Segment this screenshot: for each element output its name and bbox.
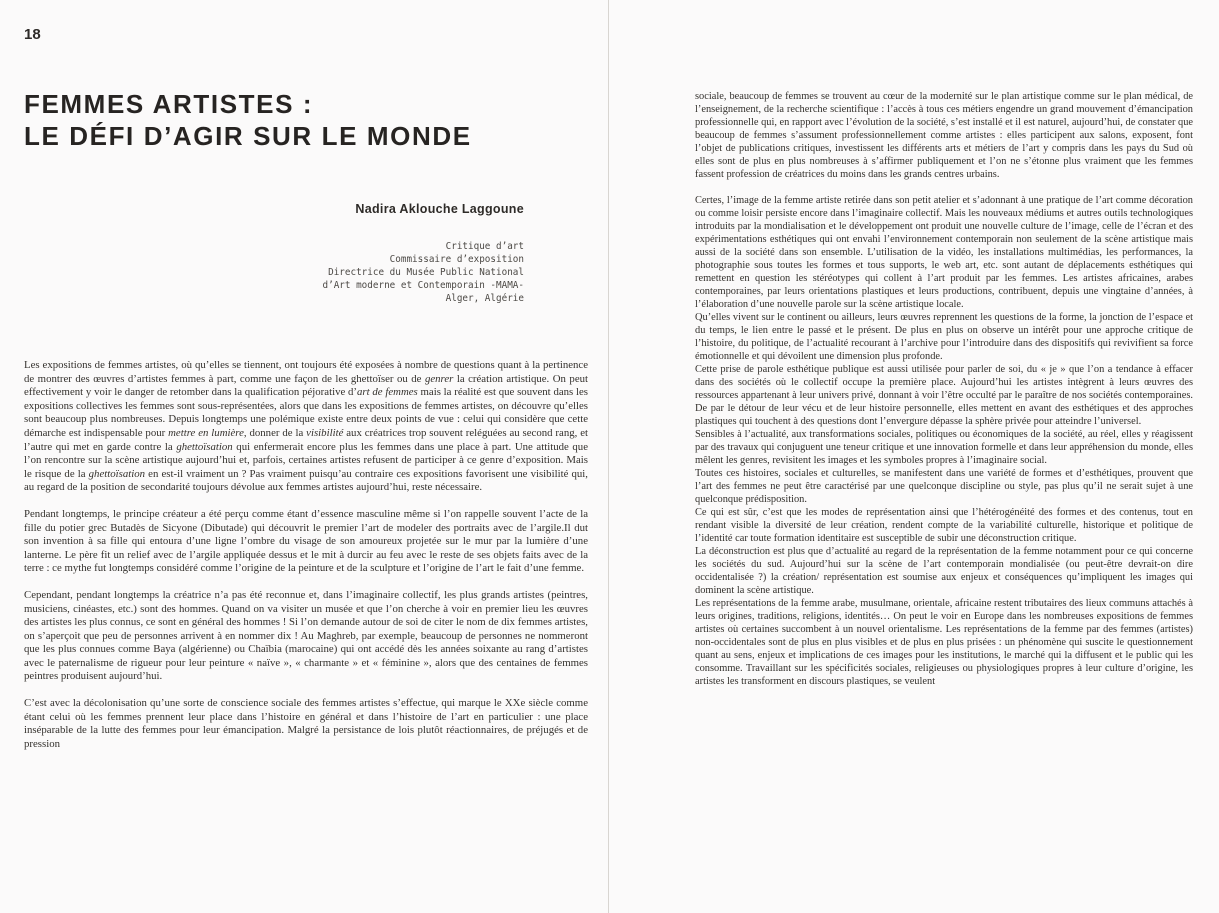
credit-line-role: Commissaire d’exposition [389,254,524,265]
page-number: 18 [24,26,41,43]
spine-divider [608,0,609,913]
article-title-line2: LE DÉFI D’AGIR SUR LE MONDE [24,121,472,151]
paragraph: Certes, l’image de la femme artiste retirée dans son petit atelier et s’adonnant à une pratique de l’art comme décoration ou comme loisir persiste encore dans l’imaginaire collectif. Mais les nouveaux médiums et autres outils technologiques introduits par la mondialisation et le développement ont produit une nouvelle culture de l’image, celle de l’écran et des expérimentations esthétiques qui ont envahi l’environnement contemporain non seulement de la scène artistique mais aussi de la société dans son ensemble. L’utilisation de la vidéo, les installations multimédias, les performances, la photographie sous toutes les formes et tous supports, le web art, etc. sont autant de déplacements esthétiques qui remettent en question les stéréotypes qui collent à l’art produit par les femmes. Les artistes africaines, arabes contemporaines, par leurs orientations plastiques et leurs productions, contribuent, depuis une vingtaine d’années, à l’élaboration d’une nouvelle parole sur la scène artistique locale. [695,195,1193,310]
paragraph: Cette prise de parole esthétique publique est aussi utilisée pour parler de soi, du « je » que l’on a tendance à effacer dans des sociétés où le collectif occupe la première place. Aujourd’hui les artistes intègrent à leurs œuvres des ressources appartenant à leur univers privé, donnant à voir l’être occulté par le paraître de nos sociétés contemporaines. De par le détour de leur vécu et de leur histoire personnelle, elles mettent en avant des esthétiques et des approches plastiques qui touchent à des questions dont l’envergure dépasse la sphère privée pour atteindre l’universel. [695,364,1193,427]
paragraph: Les expositions de femmes artistes, où qu’elles se tiennent, ont toujours été exposées à nombre de questions quant à la pertinence de montrer des œuvres d’artistes femmes à part, comme une façon de les ghettoïser ou de genrer la création artistique. On peut effectivement y voir le danger de retomber dans la qualification péjorative d’art de femmes mais la réalité est que souvent dans les expositions collectives les femmes sont sous-représentées, alors que dans les expositions de femmes artistes, on découvre qu’elles sont beaucoup plus nombreuses. Depuis longtemps une polémique existe entre deux points de vue : celui qui considère que cette démarche est indispensable pour mettre en lumière, donner de la visibilité aux créatrices trop souvent reléguées au second rang, et l’autre qui met en garde contre la ghettoïsation qui enfermerait encore plus les femmes dans une place à part. Une attitude que l’on rencontre sur la scène artistique aujourd’hui et, parfois, certaines artistes refusent de participer à ce genre d’exposition. Mais le risque de la ghettoïsation en est-il vraiment un ? Pas vraiment puisqu’au contraire ces expositions favorisent une visibilité qui, au regard de la position de secondarité toujours dévolue aux femmes artistes aujourd’hui, reste nécessaire. [24,359,589,494]
credit-line-role: Directrice du Musée Public National [328,267,524,278]
paragraph: La déconstruction est plus que d’actualité au regard de la représentation de la femme notamment pour ce qui concerne les sociétés du sud. Aujourd’hui sur la scène de l’art contemporain mondialisée (ou peut-être devrait-on dire occidentalisée ?) la création/ représentation est soumise aux enjeux et conséquences qu’impliquent les images qui dominent la scène artistique. [695,546,1193,596]
paragraph: Ce qui est sûr, c’est que les modes de représentation ainsi que l’hétérogénéité des formes et des contenus, tout en rendant visible la diversité de leur création, rendent compte de la variabilité culturelle, historique et politique de l’identité car toute formation identitaire est susceptible de subir une déconstruction critique. [695,507,1193,544]
paragraph: sociale, beaucoup de femmes se trouvent au cœur de la modernité sur le plan artistique comme sur le plan médical, de l’enseignement, de la recherche scientifique : l’accès à tous ces métiers engendre un grand mouvement d’émancipation professionnelle qui, en rapport avec l’évolution de la société, s’est installé et il est naturel, aujourd’hui, de constater que beaucoup de femmes s’assument professionnellement comme artistes : elles participent aux salons, exposent, font l’objet de publications critiques, investissent les différents arts et métiers de l’art y compris dans les pays du Sud où elles sont de plus en plus nombreuses à s’affirmer publiquement et l’on ne s’étonne plus vraiment que les femmes fassent profession de créatrices du moins dans les grands centres urbains. [695,91,1194,180]
credit-line-location: Alger, Algérie [445,293,524,304]
page-right [608,0,1219,913]
author-name: Nadira Aklouche Laggoune [355,202,524,216]
paragraph: Toutes ces histoires, sociales et culturelles, se manifestent dans une variété de formes et d’esthétiques, prouvent que l’art des femmes ne peut être caractérisé par une quelconque discipline ou style, pas plus qu’il ne serait sujet à une quelconque prédisposition. [695,468,1193,505]
paragraph: Pendant longtemps, le principe créateur a été perçu comme étant d’essence masculine même si l’on rappelle souvent l’acte de la fille du potier grec Butadès de Sicyone (Dibutade) qui découvrit le premier l’art de modeler des portraits avec de l’argile.Il dut son invention à sa fille qui entoura d’une ligne l’ombre du visage de son amoureux projetée sur le mur par la lumière d’une lanterne. Le père fit un relief avec de l’argile appliquée dessus et le mit à durcir au feu avec le reste de ses objets faits avec de la terre : ce mythe fut longtemps considéré comme l’origine de la peinture et de la sculpture et l’origine de l’art le fait d’une femme. [24,507,588,575]
article-title-line1: FEMMES ARTISTES : [24,89,314,119]
paragraph: Cependant, pendant longtemps la créatrice n’a pas été reconnue et, dans l’imaginaire collectif, les plus grands artistes (peintres, musiciens, cinéastes, etc.) sont des hommes. Quand on va visiter un musée et que l’on cherche à voir en premier lieu les œuvres des artistes les plus connus, ce sont en général des hommes ! Si l’on demande autour de soi de citer le nom de dix femmes artistes, on s’aperçoit que peu de personnes arrivent à en nommer dix ! Au Maghreb, par exemple, beaucoup de personnes ne nommeront que les plus connues comme Baya (algérienne) ou Chaïbia (marocaine) qui ont accédé dès les années soixante au rang d’artistes avec le paternalisme de rigueur pour leur peinture « naïve », « charmante » et « féminine », alors que des centaines de femmes peintres produisent aujourd’hui. [24,588,588,683]
page-left [0,0,608,913]
credit-line-role: d’Art moderne et Contemporain -MAMA- [322,280,524,291]
paragraph: Sensibles à l’actualité, aux transformations sociales, politiques ou économiques de la société, au réel, elles y réagissent par des travaux qui conjuguent une teneur critique et une innovation formelle et dans leur appréhension du monde, elles mêlent les genres, revisitent les images et les symboles propres à l’imaginaire social. [695,429,1193,466]
left-column-text [24,359,588,751]
paragraph: C’est avec la décolonisation qu’une sorte de conscience sociale des femmes artistes s’effectue, qui marque le XXe siècle comme étant celui où les femmes prennent leur place dans l’histoire en général et dans l’histoire de l’art en particulier : une place inséparable de la lutte des femmes pour leur émancipation. Malgré la persistance de lois plutôt réactionnaires, de préjugés et de pression [24,697,588,750]
paragraph: Qu’elles vivent sur le continent ou ailleurs, leurs œuvres reprennent les questions de la forme, la jonction de l’espace et du temps, le lien entre le passé et le présent. De plus en plus on observe un intérêt pour une approche critique de l’histoire, du politique, de l’actualité recourant à l’archive pour l’introduire dans des dispositifs qui revivifient sa force émotionnelle et qui dévoilent une dimension plus profonde. [695,312,1193,362]
right-column-text [695,90,1193,688]
paragraph: Les représentations de la femme arabe, musulmane, orientale, africaine restent tributaires des lieux communs attachés à leurs origines, traditions, religions, identités… On peut le voir en Europe dans les nombreuses expositions de femmes artistes où certaines succombent à un nouvel orientalisme. Les représentations de la femme par des femmes (artistes) non-occidentales sont de plus en plus visibles et de plus en plus prisées : un phénomène qui suscite le questionnement quant au sens, enjeux et implications de ces images pour les institutions, le marché qui la diffusent et le public qui les consomme. Travaillant sur les spécificités sociales, religieuses ou physiologiques propres à leur culture d’origine, les artistes les transforment en discours plastiques, se veulent [695,598,1193,687]
credit-line-role: Critique d’art [445,241,524,252]
author-block [24,202,588,305]
article-title [24,88,588,152]
author-credits [24,240,524,305]
